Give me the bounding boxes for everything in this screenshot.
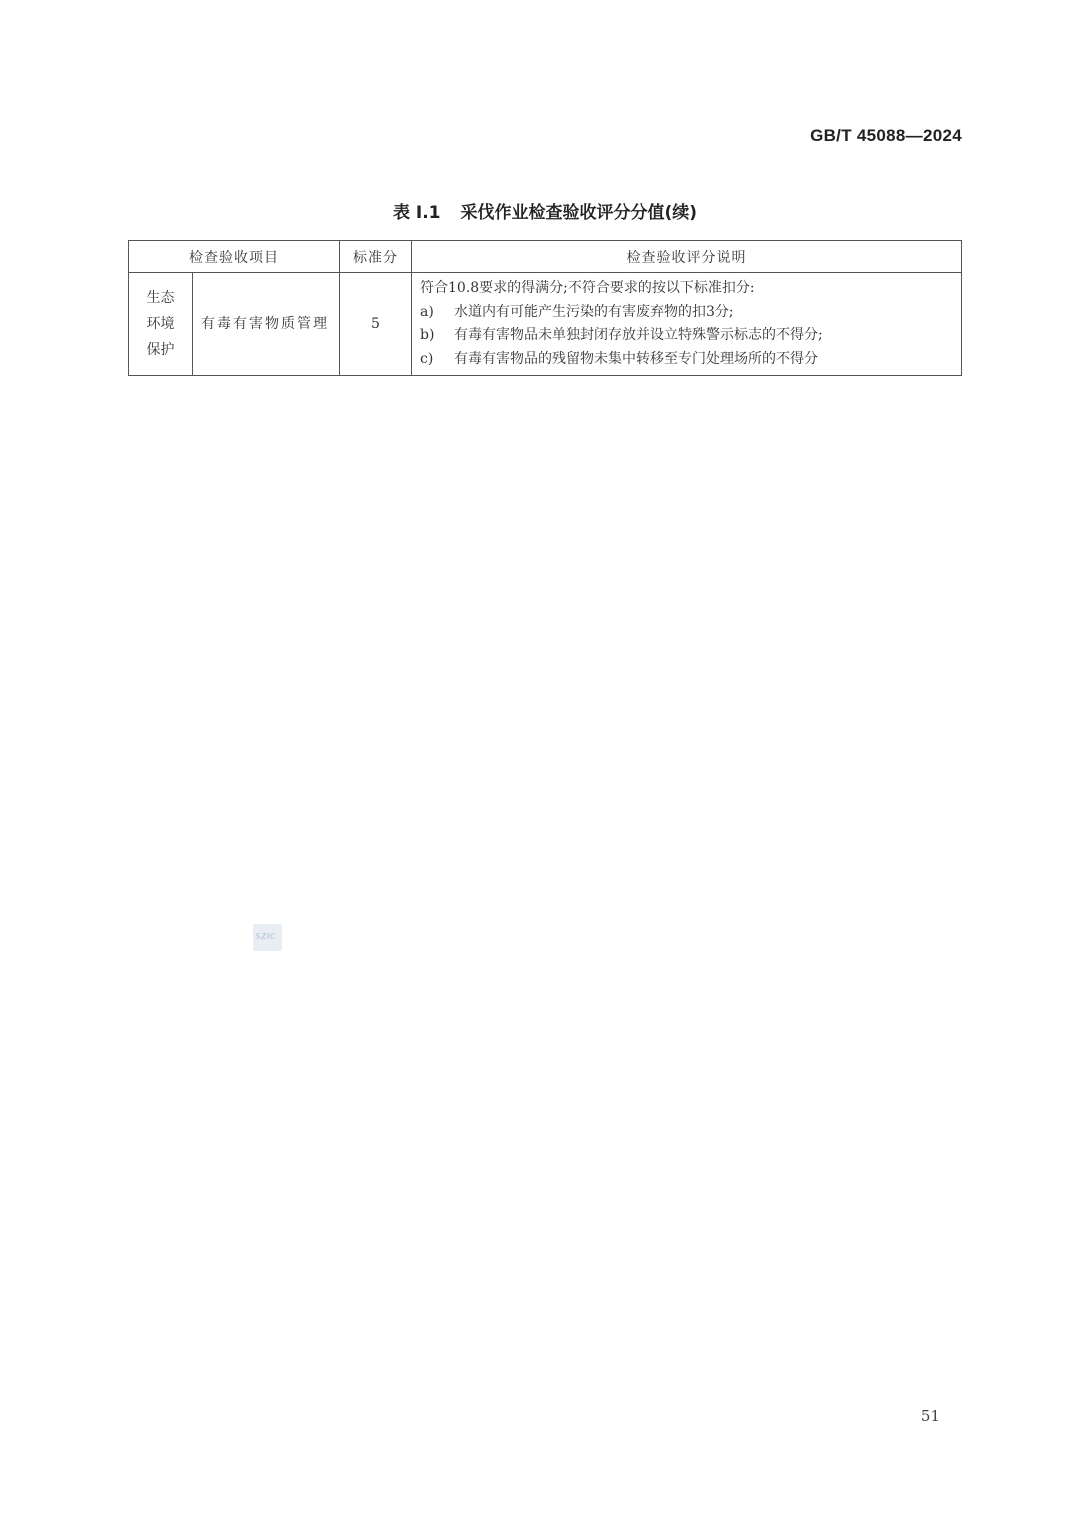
deduction-text: 有毒有害物品的残留物未集中转移至专门处理场所的不得分 <box>454 350 818 367</box>
scoring-table <box>128 240 962 376</box>
deduction-text: 水道内有可能产生污染的有害废弃物的扣3分; <box>454 303 734 320</box>
deduction-label: c) <box>420 350 434 367</box>
watermark-text: SZIC <box>255 932 276 941</box>
category-line: 生态 <box>146 290 175 306</box>
page-number: 51 <box>920 1407 940 1425</box>
table-number: 表 I.1 <box>392 203 441 223</box>
table-row <box>129 273 962 376</box>
column-header-item: 检查验收项目 <box>129 241 340 273</box>
column-header-score: 标准分 <box>340 241 412 273</box>
deduction-item <box>420 324 953 348</box>
table-header-row <box>129 241 962 273</box>
column-header-description: 检查验收评分说明 <box>412 241 962 273</box>
description-intro: 符合10.8要求的得满分;不符合要求的按以下标准扣分: <box>420 280 755 296</box>
category-line: 保护 <box>146 342 175 358</box>
deduction-label: b) <box>420 327 435 343</box>
category-line: 环境 <box>146 316 175 332</box>
deduction-label: a) <box>420 303 434 320</box>
table-title-text: 采伐作业检查验收评分分值(续) <box>460 203 698 223</box>
deduction-item <box>420 301 953 325</box>
deduction-item <box>420 348 953 372</box>
item-cell: 有毒有害物质管理 <box>193 273 340 376</box>
watermark-logo <box>253 924 282 951</box>
table-title <box>128 198 962 223</box>
standard-number: GB/T 45088—2024 <box>810 126 962 145</box>
description-cell <box>412 273 962 376</box>
category-cell <box>129 273 193 376</box>
score-cell: 5 <box>340 273 412 376</box>
deduction-text: 有毒有害物品未单独封闭存放并设立特殊警示标志的不得分; <box>454 327 823 343</box>
